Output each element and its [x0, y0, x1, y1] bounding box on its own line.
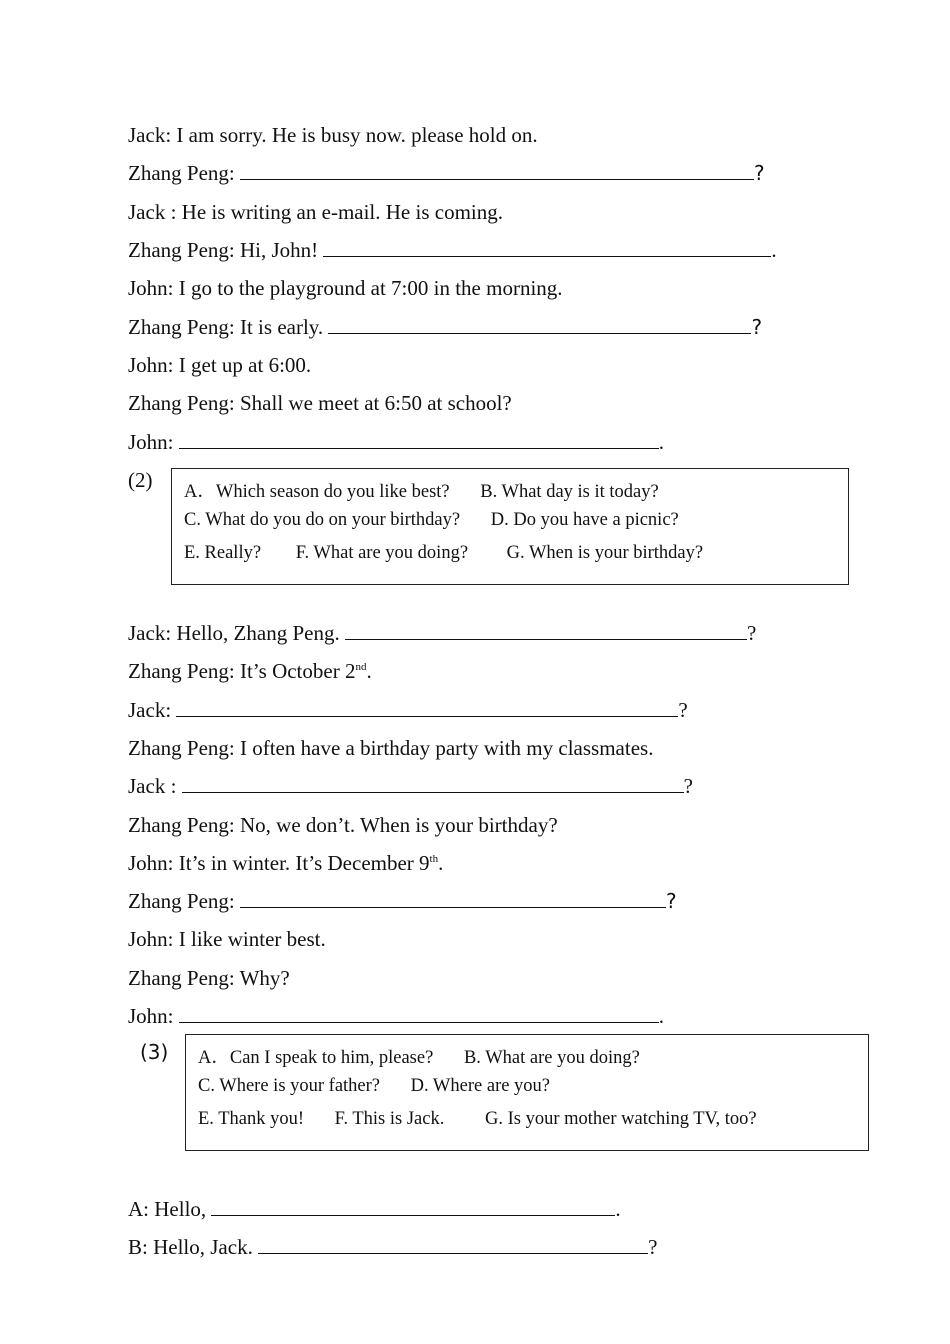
options-row: [184, 543, 729, 564]
answer-blank[interactable]: [211, 1196, 615, 1216]
answer-blank[interactable]: [258, 1234, 648, 1254]
dialogue-line: [128, 735, 653, 761]
dialogue-line: [128, 1003, 664, 1029]
dialogue-line: [128, 429, 664, 455]
end-punct: .: [771, 238, 777, 262]
speaker: Zhang Peng:: [128, 966, 235, 990]
line-text-end: .: [366, 659, 372, 683]
speaker: Jack:: [128, 123, 172, 147]
speaker: Zhang Peng:: [128, 391, 235, 415]
option: C. Where is your father?: [198, 1076, 381, 1096]
dialogue-line: [128, 926, 326, 952]
option: D. Do you have a picnic?: [490, 510, 679, 530]
line-text: He is writing an e-mail. He is coming.: [181, 200, 504, 224]
dialogue-line: [128, 390, 512, 416]
end-punct: ?: [746, 621, 757, 645]
line-text: No, we don’t. When is your birthday?: [239, 813, 558, 837]
end-punct: .: [658, 1004, 665, 1028]
answer-blank[interactable]: [240, 888, 666, 908]
option: F. This is Jack.: [334, 1109, 445, 1129]
line-text-end: .: [438, 851, 444, 875]
speaker: A:: [128, 1197, 149, 1221]
dialogue-line: [128, 850, 443, 876]
dialogue-line: [128, 658, 372, 684]
speaker: John:: [128, 1004, 174, 1028]
line-text: I am sorry. He is busy now. please hold on.: [176, 123, 538, 147]
speaker: John:: [128, 276, 174, 300]
dialogue-line: [128, 314, 762, 340]
end-punct: ?: [678, 698, 688, 722]
option: G. When is your birthday?: [506, 543, 704, 563]
end-punct: ?: [683, 774, 693, 798]
speaker: Zhang Peng:: [128, 889, 235, 913]
section-number: (2): [128, 468, 153, 492]
line-text: Hello, Zhang Peng.: [176, 621, 340, 645]
line-text: Hello, Jack.: [153, 1235, 253, 1259]
dialogue-line: [128, 160, 765, 186]
speaker: Zhang Peng:: [128, 315, 235, 339]
answer-blank[interactable]: [328, 314, 751, 334]
options-row: [198, 1043, 666, 1069]
speaker: Jack:: [128, 621, 172, 645]
answer-blank[interactable]: [240, 160, 754, 180]
speaker: John:: [128, 851, 174, 875]
option: G. Is your mother watching TV, too?: [484, 1109, 757, 1129]
dialogue-line: [128, 1234, 657, 1260]
line-text: I get up at 6:00.: [178, 353, 312, 377]
line-text: Hello,: [154, 1197, 207, 1221]
speaker: Zhang Peng:: [128, 238, 235, 262]
options-row: [198, 1109, 783, 1130]
speaker: Jack :: [128, 200, 177, 224]
answer-blank[interactable]: [323, 237, 771, 257]
end-punct: .: [615, 1197, 621, 1221]
answer-blank[interactable]: [179, 429, 659, 449]
line-text: It is early.: [239, 315, 324, 339]
line-text: Shall we meet at 6:50 at school?: [239, 391, 512, 415]
speaker: B:: [128, 1235, 148, 1259]
option: E. Really?: [184, 543, 262, 563]
line-text: It’s in winter. It’s December 9: [178, 851, 430, 875]
end-punct: ?: [751, 315, 763, 339]
line-text: I go to the playground at 7:00 in the morning.: [178, 276, 563, 300]
line-text: It’s October 2: [239, 659, 356, 683]
dialogue-line: [128, 199, 503, 225]
end-punct: .: [658, 430, 665, 454]
options-box: [185, 1034, 869, 1151]
dialogue-line: [128, 1196, 621, 1222]
answer-blank[interactable]: [176, 697, 678, 717]
speaker: Zhang Peng:: [128, 736, 235, 760]
answer-blank[interactable]: [179, 1003, 659, 1023]
speaker: Zhang Peng:: [128, 659, 235, 683]
ordinal-suffix: nd: [355, 661, 367, 673]
dialogue-line: [128, 352, 311, 378]
line-text: I like winter best.: [178, 927, 326, 951]
speaker: John:: [128, 927, 174, 951]
dialogue-line: [128, 122, 538, 148]
dialogue-line: [128, 237, 777, 263]
line-text: Why?: [239, 966, 290, 990]
option: E. Thank you!: [198, 1109, 305, 1129]
options-row: [198, 1076, 576, 1097]
option: A．Which season do you like best?: [184, 482, 450, 502]
dialogue-line: [128, 275, 563, 301]
option: C. What do you do on your birthday?: [184, 510, 461, 530]
option: B. What day is it today?: [480, 482, 659, 502]
dialogue-line: [128, 697, 688, 723]
ordinal-suffix: th: [429, 853, 439, 865]
dialogue-line: [128, 965, 290, 991]
line-text: I often have a birthday party with my classmates.: [239, 736, 654, 760]
speaker: Zhang Peng:: [128, 161, 235, 185]
end-punct: ?: [665, 889, 677, 913]
dialogue-line: [128, 812, 558, 838]
end-punct: ?: [753, 161, 765, 185]
speaker: Jack:: [128, 698, 172, 722]
options-box: [171, 468, 849, 585]
options-row: [184, 477, 685, 503]
option: A．Can I speak to him, please?: [198, 1048, 434, 1068]
dialogue-line: [128, 773, 693, 799]
option: F. What are you doing?: [295, 543, 469, 563]
answer-blank[interactable]: [182, 773, 684, 793]
speaker: John:: [128, 430, 174, 454]
speaker: Zhang Peng:: [128, 813, 235, 837]
option: B. What are you doing?: [463, 1048, 640, 1068]
options-row: [184, 510, 705, 531]
speaker: John:: [128, 353, 174, 377]
section-number: (3): [140, 1040, 169, 1064]
dialogue-line: [128, 888, 677, 914]
answer-blank[interactable]: [345, 620, 747, 640]
line-text: Hi, John!: [239, 238, 319, 262]
option: D. Where are you?: [410, 1076, 551, 1096]
speaker: Jack :: [128, 774, 177, 798]
end-punct: ?: [648, 1235, 658, 1259]
dialogue-line: [128, 620, 756, 646]
